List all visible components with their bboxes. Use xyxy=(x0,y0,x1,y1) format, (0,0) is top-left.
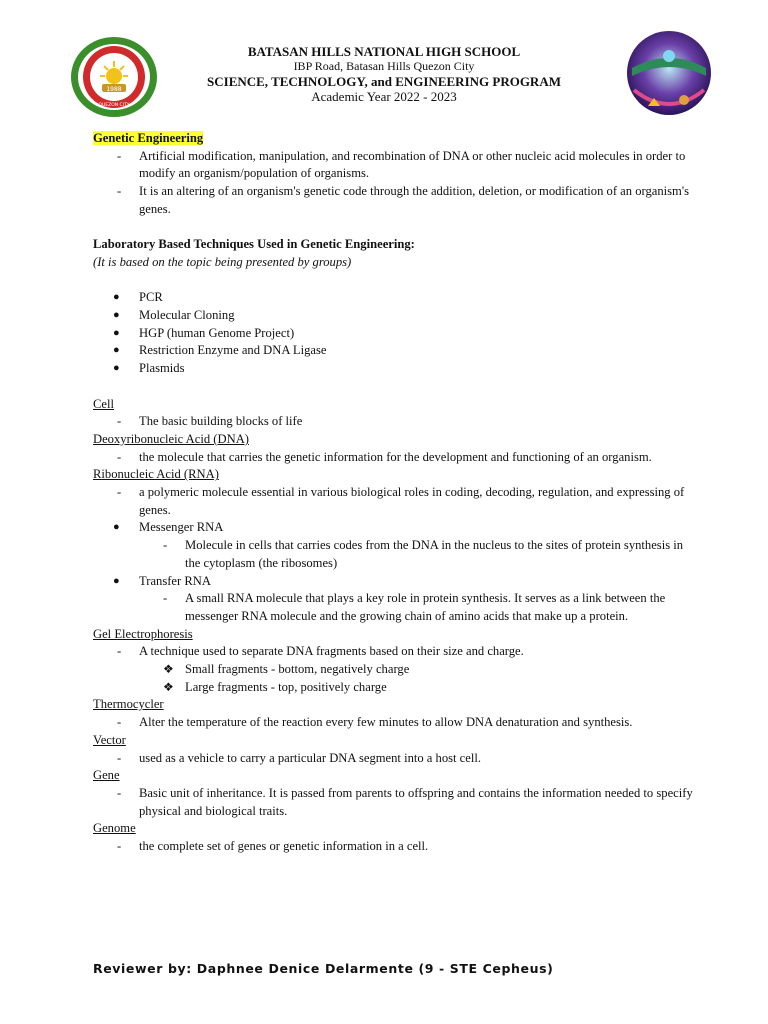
list-item: ● Transfer RNA xyxy=(113,573,211,588)
list-item: ● Restriction Enzyme and DNA Ligase xyxy=(113,343,327,358)
definition: - Molecule in cells that carries codes from the DNA in the nucleus to the sites of protein synthesis in the cytoplasm (the ribosomes) xyxy=(163,538,684,570)
list-item: ● HGP (human Genome Project) xyxy=(113,325,295,340)
school-name: BATASAN HILLS NATIONAL HIGH SCHOOL xyxy=(247,44,521,59)
reviewer-content xyxy=(93,130,693,856)
definition: - A technique used to separate DNA fragments based on their size and charge. xyxy=(117,644,524,659)
section-note: (It is based on the topic being presented by groups) xyxy=(93,254,352,269)
list-item: - Artificial modification, manipulation, and recombination of DNA or other nucleic acid molecules in order to modify an organism/population of organisms. xyxy=(117,148,686,181)
list-item: ● Molecular Cloning xyxy=(113,308,235,322)
term-thermocycler: Thermocycler xyxy=(93,697,164,712)
section-title-genetic-engineering: Genetic Engineering xyxy=(93,131,204,145)
svg-text:1988: 1988 xyxy=(106,86,122,93)
list-item: ● Plasmids xyxy=(113,361,185,376)
definition: - The basic building blocks of life xyxy=(117,414,303,429)
definition: - A small RNA molecule that plays a key role in protein synthesis. It serves as a link between the messenger RNA molecule and the growing chain of amino acids that make up a protein. xyxy=(163,591,666,623)
reviewer-credit: Reviewer by: Daphnee Denice Delarmente (9 - STE Cepheus) xyxy=(93,961,554,976)
definition: - a polymeric molecule essential in various biological roles in coding, decoding, regulation, and expressing of genes. xyxy=(117,485,685,517)
term-gene: Gene xyxy=(93,768,120,783)
definition: - Basic unit of inheritance. It is passed from parents to offspring and contains the information needed to specify physical and biological traits. xyxy=(117,785,693,818)
program-name: SCIENCE, TECHNOLOGY, and ENGINEERING PROGRAM xyxy=(207,74,561,89)
list-item: ● Messenger RNA xyxy=(113,520,224,535)
term-cell: Cell xyxy=(93,396,114,411)
definition: - used as a vehicle to carry a particular DNA segment into a host cell. xyxy=(117,750,482,765)
definition: - the complete set of genes or genetic information in a cell. xyxy=(117,839,429,854)
term-vector: Vector xyxy=(93,732,126,747)
list-item: ❖ Small fragments - bottom, negatively charge xyxy=(163,662,410,677)
list-item: - It is an altering of an organism's genetic code through the addition, deletion, or modification of an organism's genes. xyxy=(117,184,690,216)
list-item: ❖ Large fragments - top, positively charge xyxy=(163,679,387,694)
definition: - the molecule that carries the genetic information for the development and functioning of an organism. xyxy=(117,449,652,464)
academic-year: Academic Year 2022 - 2023 xyxy=(311,89,457,104)
svg-text:QUEZON CITY: QUEZON CITY xyxy=(98,103,130,108)
term-dna: Deoxyribonucleic Acid (DNA) xyxy=(93,431,249,446)
term-rna: Ribonucleic Acid (RNA) xyxy=(93,467,219,482)
section-title-lab-techniques: Laboratory Based Techniques Used in Genetic Engineering: xyxy=(93,237,415,252)
term-genome: Genome xyxy=(93,821,136,836)
list-item: ● PCR xyxy=(113,290,163,305)
definition: - Alter the temperature of the reaction every few minutes to allow DNA denaturation and synthesis. xyxy=(117,715,633,730)
school-address: IBP Road, Batasan Hills Quezon City xyxy=(293,59,475,73)
document-header xyxy=(0,42,768,104)
term-gel-electrophoresis: Gel Electrophoresis xyxy=(93,626,193,641)
